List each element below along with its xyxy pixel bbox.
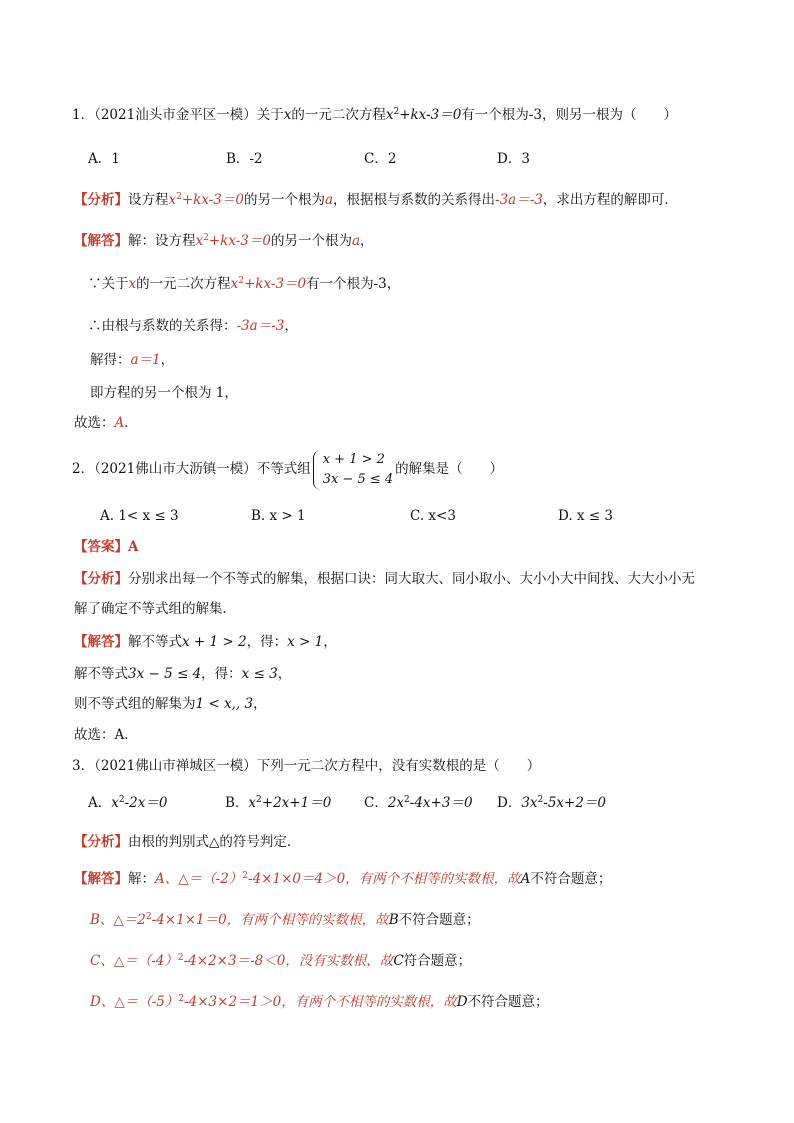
q2-option-d: D. x ≤ 3	[558, 508, 614, 524]
answer-text: 解不等式	[74, 666, 128, 682]
answer-text: ，	[277, 666, 292, 682]
q2-system-row: 3x − 5 ≤ 4	[322, 471, 394, 487]
q1-stem-text: 有一个根为-3，则另一根为（ ）	[461, 107, 677, 123]
analysis-text: 分别求出每一个不等式的解集，根据口诀：同大取大、同小取小、大小小大中间找、大大小小无	[128, 571, 695, 587]
answer-text: 的一元二次方程	[136, 276, 231, 292]
analysis-text: 设方程	[128, 192, 169, 208]
answer-choice: B	[388, 912, 399, 928]
answer-eq: -4×3×2＝1＞0，有两个不相等的实数根，故	[184, 994, 457, 1010]
answer-text: 不符合题意；	[467, 994, 549, 1010]
answer-eq: +kx-3＝0	[208, 233, 271, 249]
q2-analysis-line2: 解了确定不等式组的解集．	[74, 601, 236, 617]
option-eq: 2x	[387, 795, 405, 811]
answer-choice: A	[520, 871, 531, 887]
answer-text: 解：设方程	[128, 233, 196, 249]
q1-answer-line4	[90, 351, 174, 369]
option-label: A．	[88, 795, 112, 811]
answer-eq-sup: 2	[203, 233, 209, 243]
option-eq: -4x+3＝0	[409, 795, 473, 811]
q2-option-b: B. x > 1	[251, 508, 306, 524]
answer-eq-sup: 2	[178, 994, 185, 1004]
answer-text: ∵关于	[88, 276, 129, 292]
answer-text: ，	[284, 318, 298, 334]
analysis-eq: +kx-3＝0	[181, 192, 244, 208]
answer-eq: a＝1	[130, 352, 161, 368]
q3-answer-c	[90, 952, 471, 970]
q2-option-a: A. 1< x ≤ 3	[100, 508, 179, 524]
answer-eq-sup: 2	[145, 912, 152, 922]
q1-var: x	[283, 107, 292, 123]
q2-answer-line2	[74, 665, 291, 683]
q2-option-c: C. x<3	[410, 508, 456, 524]
answer-eq: 1 < x,, 3	[195, 696, 254, 712]
option-eq: x	[111, 795, 119, 811]
option-eq: 3x	[521, 795, 538, 811]
q2-stem	[72, 447, 503, 491]
q2-key	[74, 538, 138, 556]
q2-answer	[74, 633, 337, 651]
answer-text: 有一个根为-3，	[306, 276, 401, 292]
option-eq-sup: 2	[537, 795, 544, 805]
analysis-tag: 【分析】	[74, 192, 128, 208]
q1-eq: x	[385, 107, 394, 123]
answer-tag: 【解答】	[74, 871, 128, 887]
analysis-text: 由根的判别式△的符号判定．	[128, 834, 301, 850]
q3-answer	[74, 870, 611, 888]
q1-answer-line6	[74, 414, 138, 432]
answer-eq: -4×1×0＝4＞0，有两个不相等的实数根，故	[248, 871, 521, 887]
answer-choice: C	[393, 953, 404, 969]
q1-answer-line3	[88, 317, 298, 335]
answer-eq-sup: 2	[242, 871, 249, 881]
answer-text: 解得：	[90, 352, 131, 368]
answer-text: 符合题意；	[403, 953, 472, 969]
option-eq: +2x+1＝0	[261, 795, 332, 811]
q1-stem-text: 的一元二次方程	[291, 107, 386, 123]
answer-text: ，	[360, 233, 374, 249]
q3-option-d	[497, 794, 606, 812]
answer-text: ，得：	[201, 666, 242, 682]
answer-text: 的另一个根为	[270, 233, 352, 249]
answer-eq: B、△＝2	[90, 912, 146, 928]
key-value: A	[128, 539, 139, 555]
answer-text: ，	[323, 634, 337, 650]
option-label: D．	[497, 795, 522, 811]
q1-option-c: C．2	[364, 151, 397, 167]
answer-tag: 【解答】	[74, 233, 128, 249]
answer-text: 则不等式组的解集为	[74, 696, 196, 712]
answer-eq: x + 1 > 2	[182, 634, 247, 650]
answer-text: 不符合题意；	[530, 871, 612, 887]
analysis-tag: 【分析】	[74, 834, 128, 850]
q1-option-d: D．3	[497, 151, 530, 167]
answer-text: ．	[124, 415, 138, 431]
answer-eq: x > 1	[287, 634, 324, 650]
option-eq-sup: 2	[404, 795, 410, 805]
answer-var: a	[351, 233, 361, 249]
q3-option-a	[88, 794, 167, 812]
q3-answer-d	[90, 993, 549, 1011]
answer-text: ，得：	[246, 634, 288, 650]
answer-eq: 3x − 5 ≤ 4	[128, 666, 202, 682]
q3-option-b	[225, 794, 331, 812]
analysis-text: ，求出方程的解即可．	[542, 192, 678, 208]
q2-analysis	[74, 570, 695, 588]
key-tag: 【答案】	[74, 539, 128, 555]
q1-answer	[74, 232, 374, 250]
answer-var: x	[128, 276, 137, 292]
q2-answer-line4: 故选：A．	[74, 727, 138, 743]
analysis-tag: 【分析】	[74, 571, 128, 587]
analysis-var: a	[324, 192, 334, 208]
option-eq-sup: 2	[118, 795, 125, 805]
q2-stem-text: 2．（2021佛山市大沥镇一模）不等式组	[72, 461, 311, 477]
q2-inequality-system	[313, 450, 393, 490]
answer-eq-sup: 2	[177, 953, 184, 963]
option-label: C．	[364, 795, 388, 811]
q3-analysis	[74, 833, 300, 851]
answer-choice: D	[456, 994, 468, 1010]
q1-stem	[72, 106, 677, 124]
answer-eq: x	[230, 276, 239, 292]
answer-text: ∴由根与系数的关系得：	[88, 318, 237, 334]
q2-stem-text: 的解集是（ ）	[395, 461, 504, 477]
answer-tag: 【解答】	[74, 634, 128, 650]
answer-eq: x ≤ 3	[241, 666, 278, 682]
q3-option-c	[364, 794, 473, 812]
option-eq-sup: 2	[256, 795, 262, 805]
analysis-eq-sup: 2	[176, 192, 182, 202]
q3-stem: 3．（2021佛山市禅城区一模）下列一元二次方程中，没有实数根的是（ ）	[72, 758, 541, 774]
brace-icon	[313, 450, 322, 490]
option-label: B．	[225, 795, 249, 811]
answer-eq: -3a＝-3	[236, 318, 285, 334]
q1-eq-sup: 2	[393, 107, 400, 117]
answer-eq: D、△＝（-5）	[90, 994, 179, 1010]
answer-eq: x	[195, 233, 204, 249]
answer-choice: A	[114, 415, 125, 431]
q1-option-a: A．1	[88, 151, 120, 167]
option-eq: -5x+2＝0	[543, 795, 607, 811]
answer-eq: +kx-3＝0	[243, 276, 307, 292]
analysis-text: ，根据根与系数的关系得出	[333, 192, 496, 208]
answer-text: ，	[253, 696, 267, 712]
q2-answer-line3	[74, 695, 267, 713]
q1-option-b: B．-2	[226, 151, 263, 167]
option-eq: -2x＝0	[124, 795, 168, 811]
answer-eq: C、△＝（-4）	[90, 953, 178, 969]
q1-eq: +kx-3＝0	[399, 107, 462, 123]
answer-eq: -4×1×1＝0，有两个相等的实数根，故	[151, 912, 389, 928]
q3-answer-b	[90, 911, 480, 929]
q1-analysis	[74, 191, 678, 209]
answer-text: 不符合题意；	[398, 912, 480, 928]
answer-eq: A、△＝（-2）	[155, 871, 243, 887]
answer-eq: -4×2×3＝-8＜0，没有实数根，故	[183, 953, 394, 969]
q1-answer-line2	[88, 275, 400, 293]
analysis-eq: x	[168, 192, 177, 208]
analysis-eq: -3a＝-3	[495, 192, 543, 208]
q2-system-row: x + 1 > 2	[322, 451, 385, 467]
q1-stem-text: 1．（2021汕头市金平区一模）关于	[72, 107, 284, 123]
answer-text: 故选：	[74, 415, 115, 431]
answer-text: ，	[160, 352, 175, 368]
answer-eq-sup: 2	[238, 276, 244, 286]
option-eq: x	[248, 795, 257, 811]
q1-answer-line5: 即方程的另一个根为 1，	[90, 385, 238, 401]
answer-text: 解不等式	[128, 634, 182, 650]
analysis-text: 的另一个根为	[243, 192, 325, 208]
answer-text: 解：	[128, 871, 155, 887]
